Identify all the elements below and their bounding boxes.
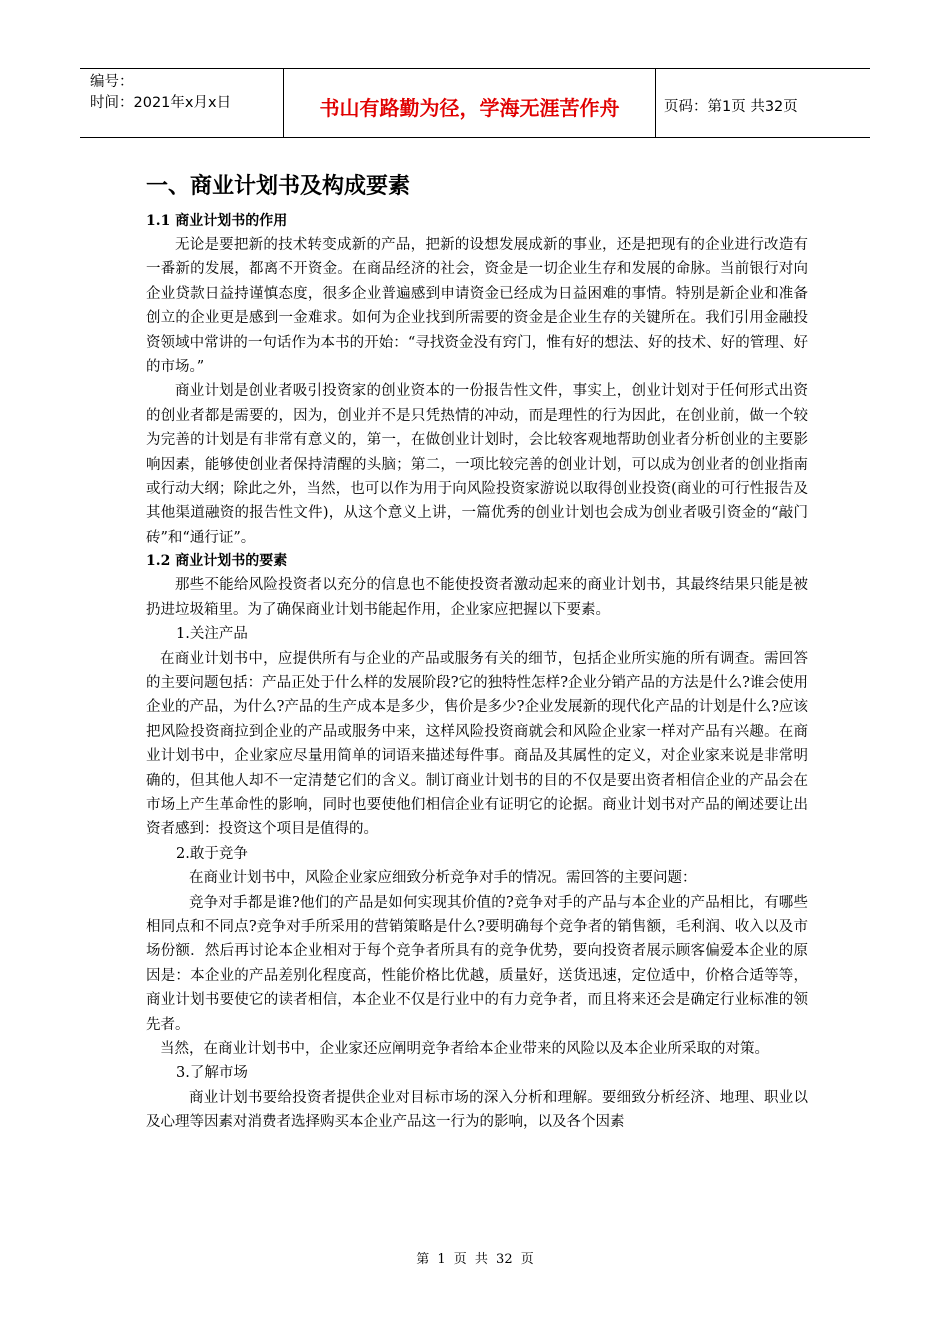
section-heading-1-2: 1.2 商业计划书的要素: [146, 553, 288, 570]
item-heading-1: 1.关注产品: [176, 626, 248, 643]
item-heading-3: 3.了解市场: [176, 1065, 248, 1082]
paragraph: 那些不能给风险投资者以充分的信息也不能使投资者激动起来的商业计划书，其最终结果只能是被扔进垃圾箱里。为了确保商业计划书能起作用，企业家应把握以下要素。: [146, 577, 808, 618]
number-label: 编号：: [90, 74, 134, 90]
paragraph: 商业计划书要给投资者提供企业对目标市场的深入分析和理解。要细致分析经济、地理、职业以及心理等因素对消费者选择购买本企业产品这一行为的影响，以及各个因素: [146, 1089, 808, 1131]
page-header: [80, 68, 870, 138]
header-left-cell: [80, 69, 284, 137]
paragraph: 在商业计划书中，应提供所有与企业的产品或服务有关的细节，包括企业所实施的所有调查。需回答的主要问题包括：产品正处于什么样的发展阶段?它的独特性怎样?企业分销产品的方法是什么?谁会使用企业的产品，为什么?产品的生产成本是多少，售价是多少?企业发展新的现代化产品的计划是什么?应该把风险投资商拉到企业的产品或服务中来，这样风险投资商就会和风险企业家一样对产品有兴趣。在商业计划书中，企业家应尽量用简单的词语来描述每件事。商品及其属性的定义，对企业家来说是非常明确的，但其他人却不一定清楚它们的含义。制订商业计划书的目的不仅是要出资者相信企业的产品会在市场上产生革命性的影响，同时也要使他们相信企业有证明它的论据。商业计划书对产品的阐述要让出资者感到：投资这个项目是值得的。: [146, 650, 808, 838]
header-page-info: 页码：第1页 共32页: [664, 98, 798, 115]
section-heading-1-1: 1.1 商业计划书的作用: [146, 213, 288, 229]
document-body: [146, 160, 808, 1135]
chapter-title: 一、商业计划书及构成要素: [146, 174, 411, 199]
item-heading-2: 2.敢于竞争: [176, 845, 248, 862]
page-footer: 第 1 页 共 32 页: [416, 1252, 534, 1267]
paragraph: 当然，在商业计划书中，企业家还应阐明竞争者给本企业带来的风险以及本企业所采取的对策。: [160, 1041, 769, 1057]
paragraph: 商业计划是创业者吸引投资家的创业资本的一份报告性文件，事实上，创业计划对于任何形式出资的创业者都是需要的，因为，创业并不是只凭热情的冲动，而是理性的行为因此，在创业前，做一个较为完善的计划是有非常有意义的，第一，在做创业计划时，会比较客观地帮助创业者分析创业的主要影响因素，能够使创业者保持清醒的头脑；第二，一项比较完善的创业计划，可以成为创业者的创业指南或行动大纲；除此之外，当然，也可以作为用于向风险投资家游说以取得创业投资(商业的可行性报告及其他渠道融资的报告性文件)，从这个意义上讲，一篇优秀的创业计划也会成为创业者吸引资金的“敲门砖”和“通行证”。: [146, 383, 808, 546]
paragraph: 在商业计划书中，风险企业家应细致分析竞争对手的情况。需回答的主要问题：: [189, 870, 697, 887]
header-motto: 书山有路勤为径，学海无涯苦作舟: [284, 69, 656, 137]
paragraph: 竞争对手都是谁?他们的产品是如何实现其价值的?竞争对手的产品与本企业的产品相比，有哪些相同点和不同点?竞争对手所采用的营销策略是什么?要明确每个竞争者的销售额，毛利润、收入以及市场份额．然后再讨论本企业相对于每个竞争者所具有的竞争优势，要向投资者展示顾客偏爱本企业的原因是：本企业的产品差别化程度高，性能价格比优越，质量好，送货迅速，定位适中，价格合适等等，商业计划书要使它的读者相信，本企业不仅是行业中的有力竞争者，而且将来还会是确定行业标准的领先者。: [146, 894, 808, 1033]
paragraph: 无论是要把新的技术转变成新的产品，把新的设想发展成新的事业，还是把现有的企业进行改造有一番新的发展，都离不开资金。在商品经济的社会，资金是一切企业生存和发展的命脉。当前银行对向企业贷款日益持谨慎态度，很多企业普遍感到申请资金已经成为日益困难的事情。特别是新企业和准备创立的企业更是感到一金难求。如何为企业找到所需要的资金是企业生存的关键所在。我们引用金融投资领域中常讲的一句话作为本书的开始：“寻找资金没有窍门，惟有好的想法、好的技术、好的管理、好的市场。”: [146, 237, 808, 376]
time-label: 时间：2021年x月x日: [90, 95, 232, 111]
